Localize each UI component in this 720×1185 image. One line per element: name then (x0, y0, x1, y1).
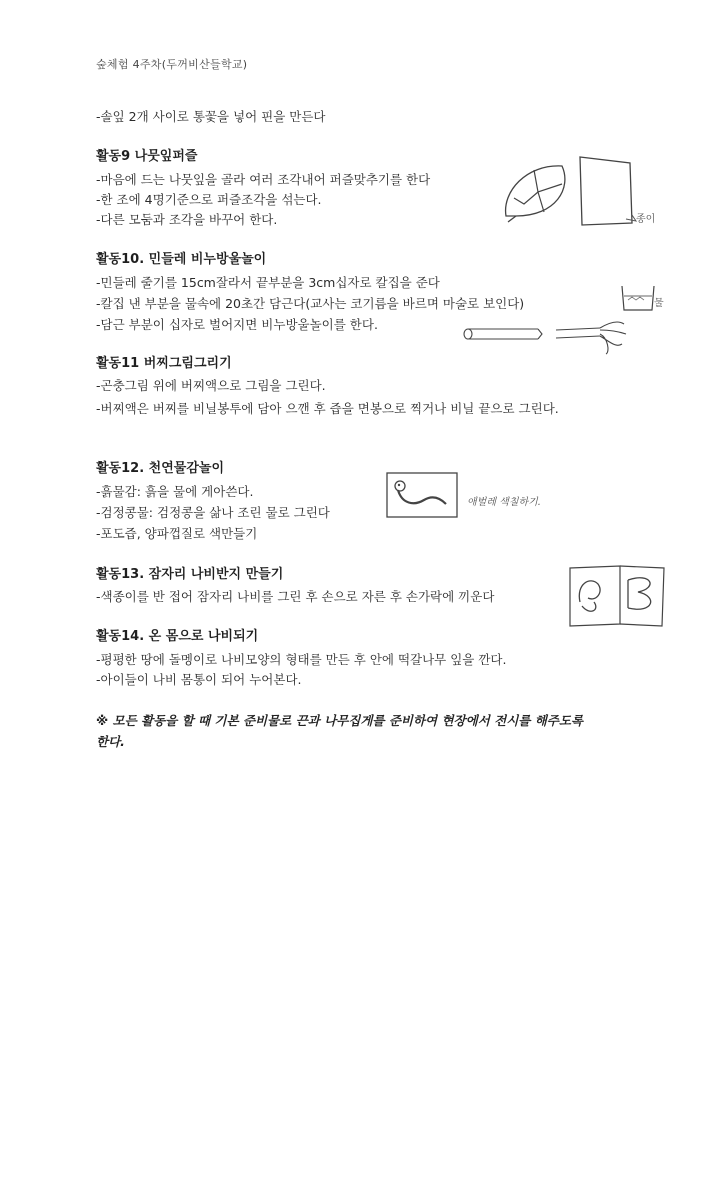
activity-11-line-1: -곤충그림 위에 버찌액으로 그림을 그린다. (96, 378, 326, 393)
water-cup-sketch (618, 280, 678, 320)
activity-9-title: 활동9 나뭇잎퍼즐 (96, 149, 198, 164)
paper-label: 종이 (636, 214, 656, 225)
activity-14-line-2: -아이들이 나비 몸통이 되어 누어본다. (96, 672, 302, 687)
dandelion-stem-sketch (460, 318, 640, 358)
activity-14-line-1: -평평한 땅에 돌멩이로 나비모양의 형태를 만든 후 안에 떡갈나무 잎을 깐다. (96, 652, 507, 667)
activity-10-line-3: -담근 부분이 십자로 벌어지면 비누방울놀이를 한다. (96, 317, 378, 332)
activity-11-line-2: -버찌액은 버찌를 비닐봉투에 담아 으깬 후 즙을 면봉으로 찍거나 비닐 끝으로 그린다. (96, 401, 559, 416)
activity-13-title: 활동13. 잠자리 나비반지 만들기 (96, 567, 284, 582)
water-label: 물 (654, 298, 664, 309)
paper-sheet-sketch (574, 153, 674, 233)
activity-12-line-1: -흙물감: 흙을 물에 게아쓴다. (96, 484, 254, 499)
activity-9-line-2: -한 조에 4명기준으로 퍼즐조각을 섞는다. (96, 192, 322, 207)
activity-10-line-2: -칼집 낸 부분을 물속에 20초간 담근다(교사는 코기름을 바르며 마술로 보인다) (96, 296, 525, 311)
intro-line: -솔잎 2개 사이로 통꽃을 넣어 핀을 만든다 (96, 109, 326, 124)
page-header: 숲체험 4주차(두꺼비산들학교) (96, 58, 248, 71)
activity-10-line-1: -민들레 줄기를 15cm잘라서 끝부분을 3cm십자로 칼집을 준다 (96, 275, 440, 290)
activity-13-line-1: -색종이를 반 접어 잠자리 나비를 그린 후 손으로 자른 후 손가락에 끼운다 (96, 589, 495, 604)
activity-9-line-3: -다른 모둠과 조각을 바꾸어 한다. (96, 212, 278, 227)
caterpillar-sketch (384, 470, 464, 522)
activity-10-title: 활동10. 민들레 비누방울놀이 (96, 252, 267, 267)
preparation-note: ※ 모든 활동을 할 때 기본 준비물로 끈과 나무집게를 준비하여 현장에서 전시를 해주도록 한다. (96, 713, 584, 749)
activity-9-line-1: -마음에 드는 나뭇잎을 골라 여러 조각내어 퍼즐맞추기를 한다 (96, 172, 431, 187)
activity-12-line-3: -포도즙, 양파껍질로 색만들기 (96, 526, 258, 541)
activity-14-title: 활동14. 온 몸으로 나비되기 (96, 629, 259, 644)
caterpillar-label: 애벌레 색칠하기. (467, 497, 541, 508)
leaf-puzzle-sketch (498, 158, 578, 228)
ring-paper-sketch (566, 562, 670, 632)
activity-12-line-2: -검정콩물: 검정콩을 삶나 조린 물로 그린다 (96, 505, 330, 520)
activity-11-title: 활동11 버찌그림그리기 (96, 356, 232, 371)
activity-12-title: 활동12. 천연물감놀이 (96, 461, 225, 476)
